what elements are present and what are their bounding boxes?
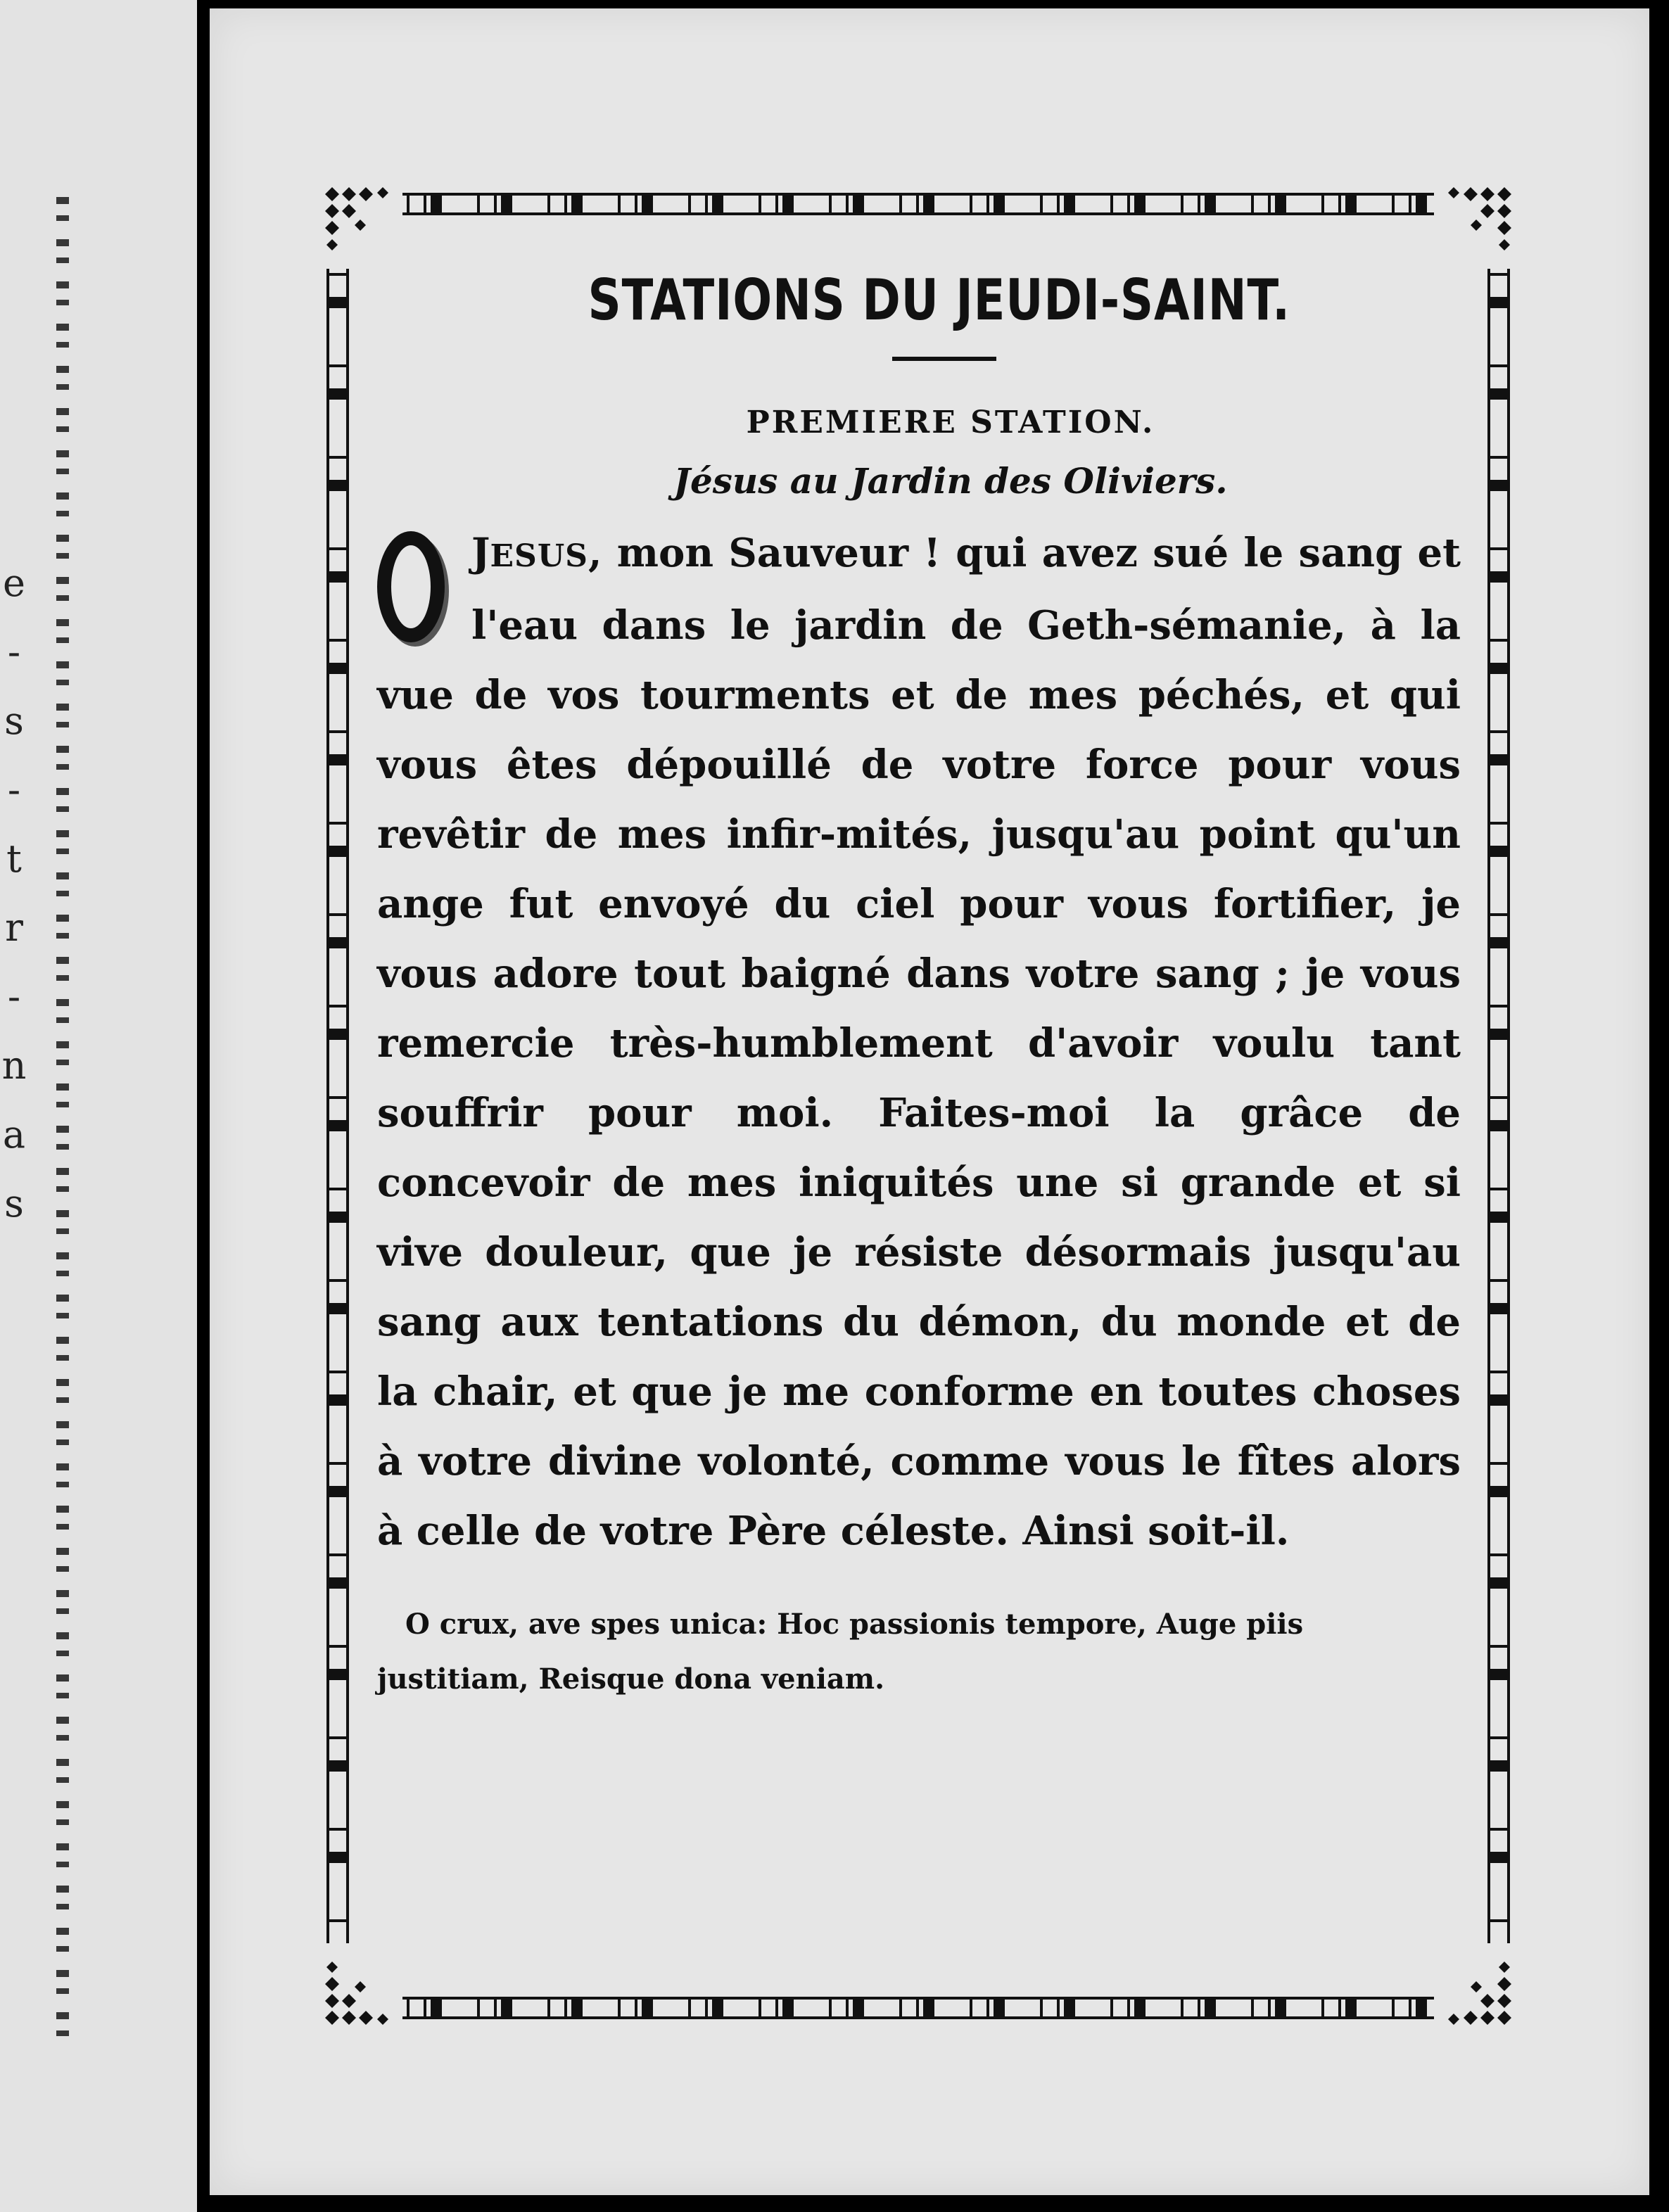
left-letter: s [4,1181,24,1226]
left-letter: a [2,1112,26,1157]
left-letter: r [5,905,23,950]
prayer-first-word [471,530,588,576]
prayer-paragraph [377,519,1461,1566]
left-letter: e [3,561,25,605]
left-letter: - [7,768,21,812]
frame-corner-ornament [1441,1950,1518,2028]
left-letter: n [1,1043,27,1088]
station-subtitle: Jésus au Jardin des Oliviers. [673,460,1228,502]
left-letter: - [7,974,21,1019]
frame-corner-ornament [318,184,395,262]
station-heading: PREMIERE STATION. [746,405,1155,440]
frame-bottom-border [402,1997,1434,2019]
frame-right-border [1487,269,1510,1943]
page-title: STATIONS DU JEUDI-SAINT. [588,267,1290,333]
left-letter: t [6,837,22,881]
frame-top-border [402,193,1434,215]
frame-corner-ornament [318,1950,395,2028]
title-rule [892,357,996,361]
drop-cap-letter [377,531,445,642]
left-page-border [42,197,83,2054]
prayer-text: , mon Sauveur ! qui avez sué le sang et l'eau dans le jardin de Geth-sémanie, à la vue de vos tourments et de mes péchés, et qui vous êtes dépouillé de votre force pour vous revêtir de mes infir-mités, jusqu'au point qu'un ange fut envoyé du ciel pour vous fortifier, je vous adore tout baigné dans votre sang ; je vous remercie très-humblement d'avoir voulu tant souffrir pour moi. Faites-moi la grâce de concevoir de mes iniquités une si grande et si vive douleur, que je résiste désormais jusqu'au sang aux tentations du démon, du monde et de la chair, et que je me conforme en toutes choses à votre divine volonté, comme vous le fîtes alors à celle de votre Père céleste. Ainsi soit-il. [377,530,1461,1554]
page-content [377,267,1461,1707]
first-word-small-caps: ESUS [490,538,588,574]
frame-corner-ornament [1441,184,1518,262]
frame-left-border [326,269,349,1943]
left-letter: s [4,699,24,743]
drop-cap [377,526,455,659]
latin-verse: O crux, ave spes unica: Hoc passionis tempore, Auge piis justitiam, Reisque dona veniam. [377,1608,1304,1696]
left-letter: - [7,630,21,674]
first-word-capital: J [471,530,490,576]
left-page-letters [0,549,28,1238]
left-page-fragment [0,0,197,2212]
